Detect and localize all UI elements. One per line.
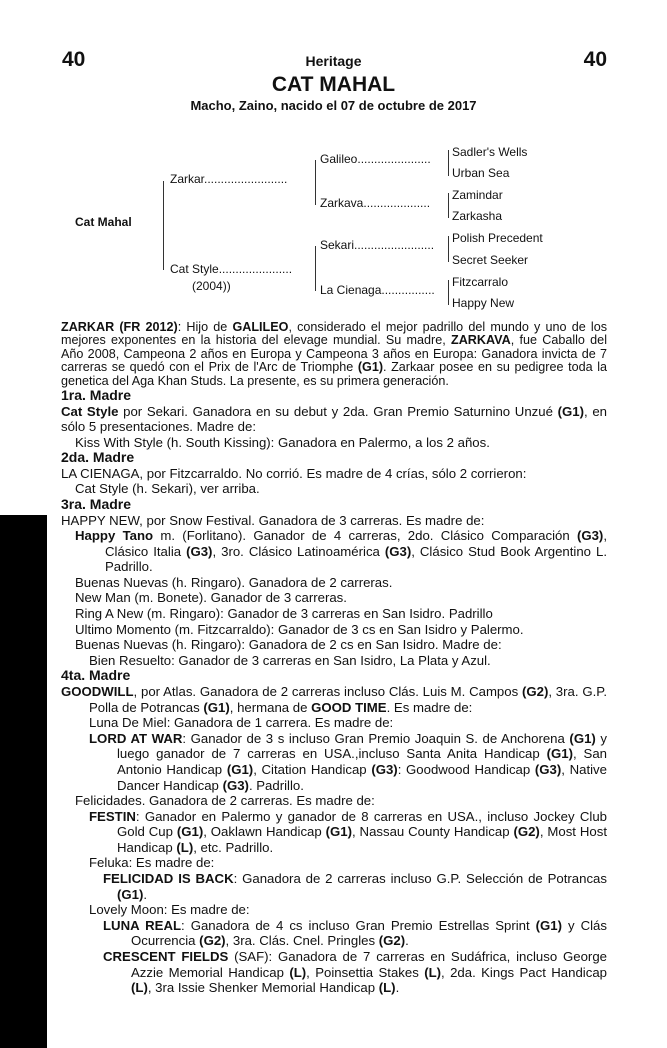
second-dam-child: Cat Style (h. Sekari), ver arriba. [75, 481, 260, 497]
first-dam-text: Cat Style por Sekari. Ganadora en su debut y 2da. Gran Premio Saturnino Unzué (G1), en sólo 5 presentaciones. Madre de: [61, 403, 607, 435]
crescent-fields-entry: CRESCENT FIELDS (SAF): Ganadora de 7 carreras en Sudáfrica, incluso George Azzie Memorial Handicap (L), Poinsettia Stakes (L), 2da. Kings Pact Handicap (L), 3ra Issie Shenker Memorial Handicap (L). [103, 949, 607, 996]
catalog-body [61, 321, 607, 996]
bracket-3 [315, 246, 316, 291]
pedigree-g1: Sadler's Wells [452, 145, 528, 159]
third-dam-child-4: Ultimo Momento (m. Fitzcarraldo): Ganador de 3 cs en San Isidro y Palermo. [75, 621, 524, 637]
first-dam-heading: 1ra. Madre [61, 387, 132, 404]
luna-de-miel: Luna De Miel: Ganadora de 1 carrera. Es madre de: [89, 715, 394, 731]
third-dam-child-5: Buenas Nuevas (h. Ringaro): Ganadora de 2 cs en San Isidro. Madre de: [75, 637, 502, 653]
felicidades: Felicidades. Ganadora de 2 carreras. Es madre de: [75, 793, 375, 809]
pedigree-g3: Zamindar [452, 188, 503, 202]
third-dam-text: HAPPY NEW, por Snow Festival. Ganadora de 3 carreras. Es madre de: [61, 512, 485, 528]
pedigree-g8: Happy New [452, 296, 515, 310]
festin-entry: FESTIN: Ganador en Palermo y ganador de 8 carreras en USA., incluso Jockey Club Gold Cup (G1), Oaklawn Handicap (G1), Nassau County Handicap (G2), Most Host Handicap (L), etc. Padrillo. [89, 808, 607, 855]
pedigree-g4: Zarkasha [452, 209, 503, 223]
happy-tano-entry: Happy Tano m. (Forlitano). Ganador de 4 carreras, 2do. Clásico Comparación (G3), Clásico Italia (G3), 3ro. Clásico Latinoamérica (G3), Clásico Stud Book Argentino L. Padrillo. [75, 528, 607, 575]
section-title: Heritage [305, 53, 362, 69]
bracket-6 [448, 236, 449, 262]
second-dam-heading: 2da. Madre [61, 449, 135, 466]
third-dam-child-3: Ring A New (m. Ringaro): Ganador de 3 carreras en San Isidro. Padrillo [75, 606, 493, 622]
horse-name: CAT MAHAL [271, 73, 396, 96]
pedigree-g6: Secret Seeker [452, 253, 529, 267]
pedigree-dam-dam: La Cienaga................ [320, 283, 435, 297]
pedigree-g5: Polish Precedent [452, 231, 543, 245]
third-dam-heading: 3ra. Madre [61, 496, 132, 512]
first-dam-child: Kiss With Style (h. South Kissing): Ganadora en Palermo, a los 2 años. [75, 434, 490, 450]
pedigree-dam-sire: Sekari........................ [320, 238, 435, 252]
horse-subtitle: Macho, Zaino, nacido el 07 de octubre de 2017 [190, 98, 477, 113]
lot-number-left: 40 [62, 48, 86, 71]
lord-at-war-entry: LORD AT WAR: Ganador de 3 s incluso Gran Premio Joaquin S. de Anchorena (G1) y luego ganador de 7 carreras en USA.,incluso Santa Anita Handicap (G1), San Antonio Handicap (G1), Citation Handicap (G3): Goodwood Handicap (G3), Native Dancer Handicap (G3). Padrillo. [89, 730, 608, 793]
lovely-moon: Lovely Moon: Es madre de: [89, 902, 250, 918]
bracket-4 [448, 150, 449, 176]
bracket-1 [163, 181, 164, 270]
pedigree-g2: Urban Sea [452, 166, 510, 180]
sire-note: ZARKAR (FR 2012): Hijo de GALILEO, considerado el mejor padrillo del mundo y uno de los mejores exponentes en la historia del elevage mundial. Su madre, ZARKAVA, fue Caballo del Año 2008, Campeona 2 años en Europa y Campeona 3 años en Europa: Ganadora invicta de 7 carreras se quedó con el Prix de l'Arc de Triomphe (G1). Zarkaar posee en su pedigree toda la genetica del Aga Khan Studs. La presente, es su primera generación. [61, 320, 607, 388]
feluka: Feluka: Es madre de: [89, 855, 215, 871]
bracket-7 [448, 280, 449, 305]
bracket-2 [315, 160, 316, 205]
pedigree-sire-sire: Galileo...................... [320, 152, 431, 166]
pedigree-dam: Cat Style...................... [170, 262, 293, 276]
third-dam-child-2: New Man (m. Bonete). Ganador de 3 carreras. [75, 590, 347, 606]
third-dam-grandchild: Bien Resuelto: Ganador de 3 carreras en San Isidro, La Plata y Azul. [89, 652, 491, 668]
fourth-dam-heading: 4ta. Madre [61, 667, 131, 684]
luna-real-entry: LUNA REAL: Ganadora de 4 cs incluso Gran Premio Estrellas Sprint (G1) y Clás Ocurrencia (G2), 3ra. Clás. Cnel. Pringles (G2). [103, 917, 607, 949]
pedigree-subject: Cat Mahal [75, 215, 132, 229]
pedigree-g7: Fitzcarralo [452, 275, 509, 289]
bracket-5 [448, 193, 449, 218]
second-dam-text: LA CIENAGA, por Fitzcarraldo. No corrió. Es madre de 4 crías, sólo 2 corrieron: [61, 465, 527, 481]
pedigree-sire: Zarkar......................... [170, 172, 288, 186]
third-dam-child-1: Buenas Nuevas (h. Ringaro). Ganadora de 2 carreras. [75, 574, 393, 590]
margin-bar [0, 515, 47, 1048]
felicidad-is-back-entry: FELICIDAD IS BACK: Ganadora de 2 carreras incluso G.P. Selección de Potrancas (G1). [103, 871, 607, 902]
pedigree-sire-dam: Zarkava.................... [320, 196, 431, 210]
pedigree-dam-year: (2004)) [192, 279, 231, 293]
goodwill-entry: GOODWILL, por Atlas. Ganadora de 2 carreras incluso Clás. Luis M. Campos (G2), 3ra. G.P. Polla de Potrancas (G1), hermana de GOOD TIME. Es madre de: [61, 683, 607, 715]
lot-number-right: 40 [583, 48, 607, 71]
